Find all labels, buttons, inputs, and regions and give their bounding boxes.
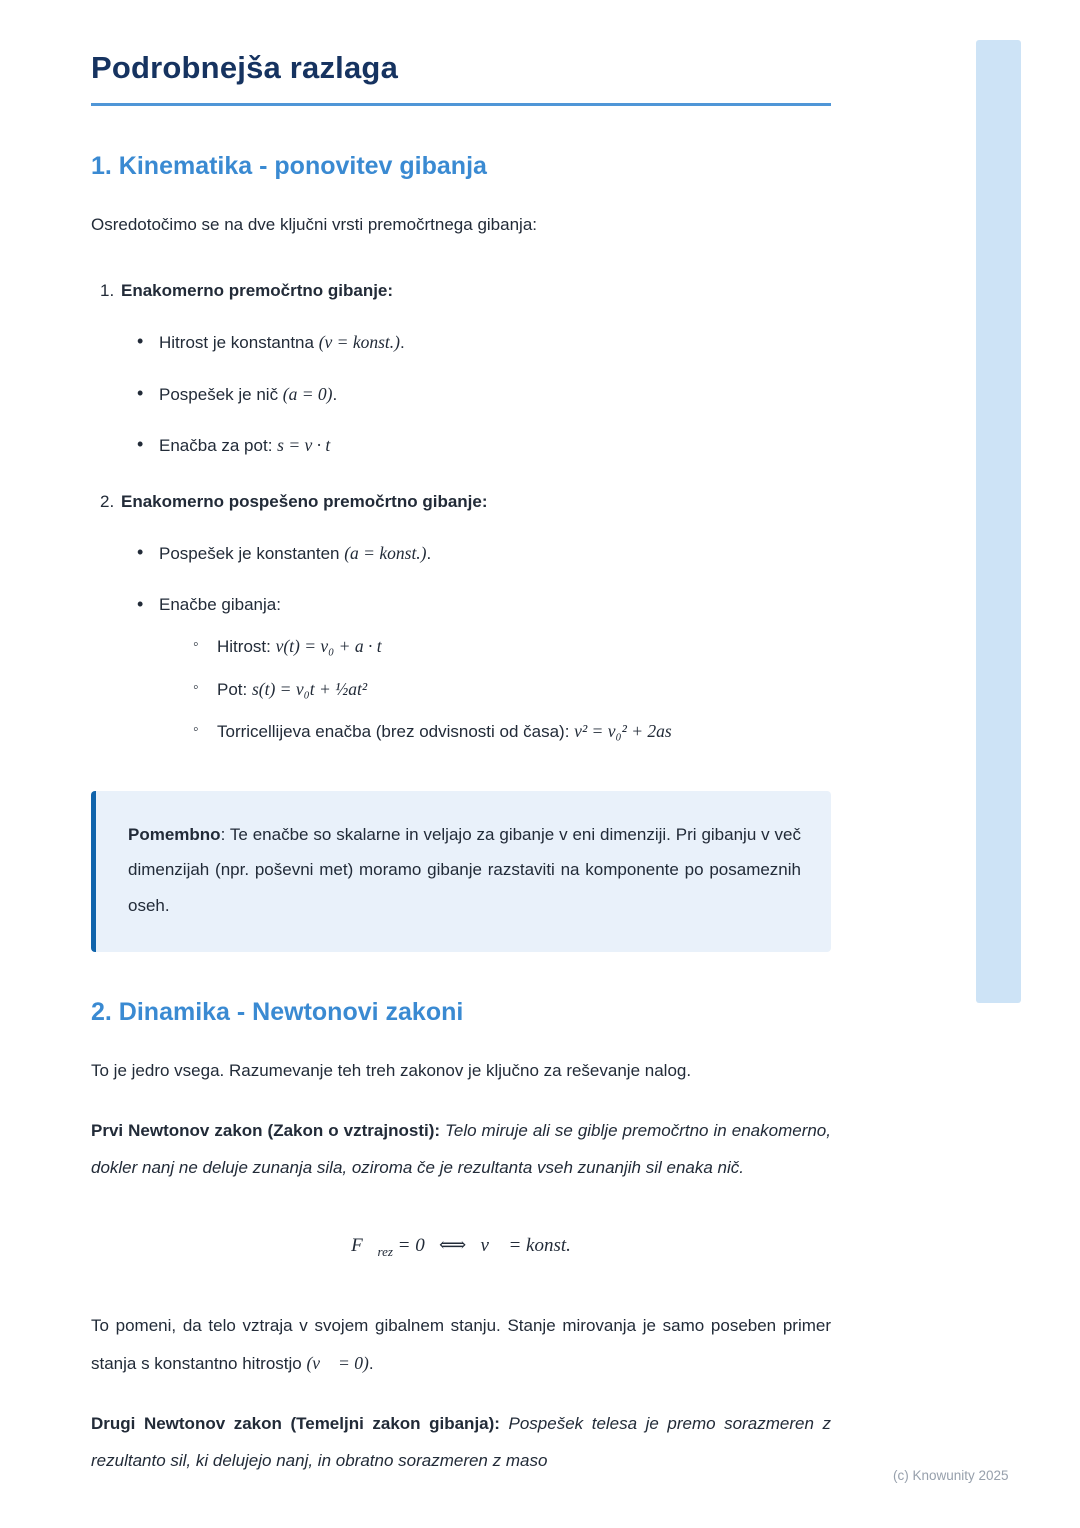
force-symbol: F⃗ (351, 1235, 378, 1257)
bullet-item (137, 540, 831, 567)
equation-rest: = 0 ⟺ v⃗ = konst. (392, 1235, 571, 1257)
bullet-text: Enačbe gibanja: (159, 594, 281, 614)
bullet-item (137, 432, 831, 459)
inertia-note (91, 1308, 831, 1382)
list-item-uniform-motion (91, 278, 831, 459)
sub-bullet-item (193, 676, 831, 703)
equation-math (351, 1235, 571, 1260)
section-2-heading: 2. Dinamika - Newtonovi zakoni (91, 997, 464, 1026)
inline-math: s(t) = v₀t + ½at² (251, 678, 368, 699)
inline-math: v² = v₀² + 2as (574, 721, 672, 742)
inline-math: (v = konst.) (318, 332, 400, 353)
sub-bullet-item (193, 633, 831, 660)
bullet-text: Hitrost: (217, 637, 276, 657)
first-law-equation (91, 1234, 831, 1260)
bullet-text: Torricellijeva enačba (brez odvisnosti od časa): (217, 722, 575, 742)
list-item-heading (91, 278, 831, 304)
bullet-suffix: . (400, 333, 405, 353)
sub-bullet-item (193, 718, 831, 745)
section-1-heading: 1. Kinematika - ponovitev gibanja (91, 152, 487, 180)
bullet-list (91, 540, 831, 745)
bullet-text: Pospešek je konstanten (159, 544, 345, 564)
section-2-intro: To je jedro vsega. Razumevanje teh treh zakonov je ključno za reševanje nalog. (91, 1060, 692, 1080)
law-statement: Telo miruje ali se giblje premočrtno in enakomerno, dokler nanj ne deluje zunanja sila, oziroma če je rezultanta vseh zunanjih sil enaka nič. (91, 1121, 831, 1177)
list-item-accelerated-motion (91, 489, 831, 745)
bullet-item (137, 329, 831, 356)
page-title: Podrobnejša razlaga (91, 50, 399, 85)
bullet-item (137, 592, 831, 745)
inline-math: (v⃗ = 0) (306, 1352, 369, 1373)
bullet-suffix: . (332, 384, 338, 404)
list-item-heading (91, 489, 831, 515)
important-callout (91, 791, 831, 952)
bullet-item (137, 381, 831, 408)
document-content (91, 50, 831, 1509)
list-item-title: Enakomerno premočrtno gibanje: (121, 280, 394, 300)
newton-first-law (91, 1113, 831, 1186)
bullet-text: Enačba za pot: (159, 436, 278, 456)
inline-math: s = v · t (277, 435, 331, 456)
title-divider (91, 103, 831, 106)
kinematics-list (91, 278, 831, 745)
force-subscript: rez (377, 1244, 393, 1260)
list-item-title: Enakomerno pospešeno premočrtno gibanje: (121, 491, 488, 511)
list-number: 2. (100, 491, 115, 511)
bullet-list (91, 329, 831, 459)
inline-math: (a = konst.) (344, 543, 427, 564)
copyright: (c) Knowunity 2025 (893, 1468, 1009, 1483)
bullet-suffix: . (426, 544, 432, 564)
bullet-text: Pospešek je nič (159, 384, 283, 404)
law-statement: Pospešek telesa je premo sorazmeren z rezultanto sil, ki delujejo nanj, in obratno sorazmeren z maso (91, 1414, 831, 1470)
newton-second-law (91, 1406, 831, 1479)
section-1-intro: Osredotočimo se na dve ključni vrsti premočrtnega gibanja: (91, 215, 537, 234)
law-name: Prvi Newtonov zakon (Zakon o vztrajnosti): (91, 1121, 441, 1141)
inline-math: v(t) = v₀ + a · t (275, 636, 382, 657)
note-suffix: . (368, 1353, 374, 1373)
note-text: To pomeni, da telo vztraja v svojem gibalnem stanju. Stanje mirovanja je samo poseben primer stanja s konstantno hitrostjo (91, 1316, 831, 1373)
callout-lead: Pomembno (128, 824, 221, 844)
callout-body: : Te enačbe so skalarne in veljajo za gibanje v eni dimenziji. Pri gibanju v več dimenzijah (npr. poševni met) moramo gibanje razstaviti na komponente po posameznih oseh. (128, 824, 801, 915)
list-number: 1. (100, 280, 115, 300)
inline-math: (a = 0) (282, 383, 333, 404)
scrollbar-track[interactable] (976, 40, 1021, 1003)
bullet-text: Hitrost je konstantna (159, 333, 319, 353)
callout-text (128, 817, 801, 924)
bullet-text: Pot: (217, 679, 252, 699)
sub-bullet-list (159, 633, 831, 745)
law-name: Drugi Newtonov zakon (Temeljni zakon gibanja): (91, 1414, 500, 1434)
